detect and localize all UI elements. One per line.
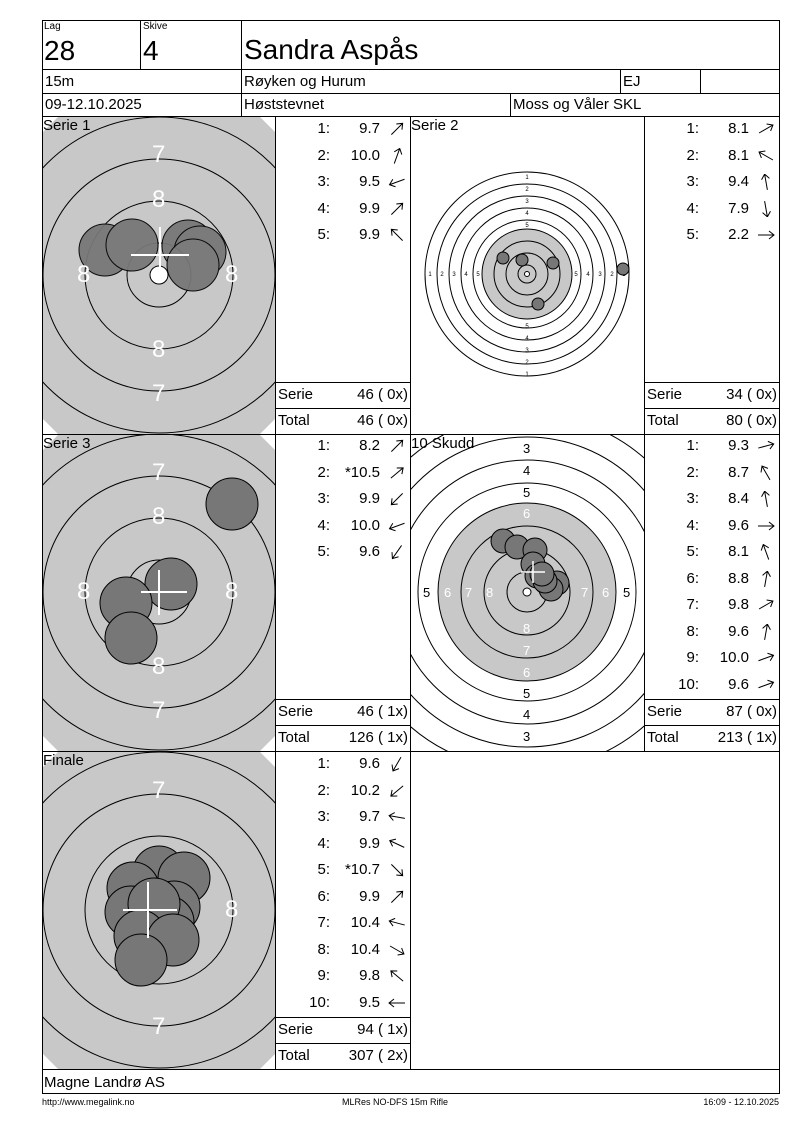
ring8-left-label: 8: [77, 261, 91, 288]
shot-number: 10:: [309, 993, 330, 1011]
direction-arrow-icon: [386, 148, 408, 164]
skive-value: 4: [143, 35, 159, 66]
shot-row: [276, 490, 410, 510]
direction-arrow-icon: [386, 201, 408, 217]
ring7-bottom-label: 7: [152, 1013, 166, 1040]
shot-value: 10.0: [350, 146, 380, 164]
shot-value: *10.7: [344, 861, 380, 878]
svg-text:5: 5: [525, 223, 529, 229]
direction-arrow-icon: [386, 862, 408, 878]
shot-number: 10:: [678, 675, 699, 693]
target-serie-2: [411, 117, 644, 434]
ring7-bottom-label: 7: [152, 697, 166, 724]
direction-arrow-icon: [755, 121, 777, 137]
svg-text:4: 4: [525, 211, 529, 217]
ring7-top-label: 7: [152, 141, 166, 168]
shot-row: [645, 649, 779, 669]
direction-arrow-icon: [755, 518, 777, 534]
shot-value: 9.3: [728, 437, 749, 454]
shot-row: [276, 808, 410, 828]
direction-arrow-icon: [386, 809, 408, 825]
ring4-bottom-label: 4: [523, 707, 531, 722]
shot-value: 9.4: [728, 173, 749, 190]
lag-value: 28: [44, 35, 76, 66]
date: 09-12.10.2025: [45, 96, 142, 113]
shot-row: [276, 200, 410, 220]
shot-list-serie-3: [276, 437, 410, 697]
svg-text:5: 5: [574, 272, 578, 278]
svg-text:3: 3: [525, 199, 529, 205]
shot-number: 8:: [317, 940, 330, 958]
shot-row: [276, 888, 410, 908]
shot-row: [645, 173, 779, 193]
shot-row: [645, 120, 779, 140]
shot-value: 9.9: [359, 887, 380, 905]
series-title: Finale: [43, 752, 84, 769]
ring7-bottom-label: 7: [523, 643, 531, 658]
shot-row: [276, 517, 410, 537]
direction-arrow-icon: [386, 174, 408, 190]
ring8-right-label: 8: [225, 896, 239, 923]
ring5-right-label: 5: [623, 585, 631, 600]
direction-arrow-icon: [386, 518, 408, 534]
direction-arrow-icon: [386, 889, 408, 905]
shot-value: 8.1: [728, 146, 749, 164]
series-title: Serie 1: [43, 117, 91, 134]
ring6-right-label: 6: [602, 585, 610, 600]
shot-row: [276, 941, 410, 961]
direction-arrow-icon: [755, 465, 777, 481]
direction-arrow-icon: [755, 438, 777, 454]
ring8-bottom-label: 8: [152, 653, 166, 680]
total-label: Total: [278, 412, 310, 429]
serie-label: Serie: [647, 386, 683, 403]
serie-label: Serie: [278, 1021, 314, 1038]
ring3-bottom-label: 3: [523, 729, 531, 744]
shot-number: 5:: [317, 226, 330, 243]
ring8-bottom-label: 8: [523, 621, 531, 636]
shot-value: 9.6: [359, 755, 380, 772]
ring5-bottom-label: 5: [523, 686, 531, 701]
shot-number: 3:: [686, 173, 699, 190]
shot-row: [276, 835, 410, 855]
shot-row: [276, 543, 410, 563]
shot-number: 4:: [686, 199, 699, 217]
shot-row: [276, 120, 410, 140]
shot-value: 9.9: [359, 490, 380, 507]
shot-row: [645, 490, 779, 510]
shot-row: [276, 994, 410, 1014]
total-value: 126 ( 1x): [348, 729, 408, 746]
shot-value: 9.5: [359, 993, 380, 1011]
ring5-top-label: 5: [523, 485, 531, 500]
shot-value: 9.6: [728, 622, 749, 640]
software-name: MLRes NO-DFS 15m Rifle: [342, 1097, 449, 1107]
shot-number: 6:: [686, 569, 699, 587]
shot-value: 9.7: [359, 120, 380, 137]
shot-number: 2:: [317, 146, 330, 164]
shot-value: 9.5: [359, 173, 380, 190]
shot-row: [645, 200, 779, 220]
shot-number: 4:: [317, 199, 330, 217]
shot-row: [645, 570, 779, 590]
svg-text:3: 3: [598, 272, 602, 278]
shot-value: 8.1: [728, 120, 749, 137]
ring7-top-label: 7: [152, 459, 166, 486]
shot-value: 9.7: [359, 808, 380, 825]
shot-value: 9.8: [728, 596, 749, 613]
shot-row: [276, 173, 410, 193]
class: EJ: [623, 73, 641, 90]
direction-arrow-icon: [386, 544, 408, 560]
ring8-bottom-label: 8: [152, 336, 166, 363]
shot-number: 3:: [317, 490, 330, 507]
direction-arrow-icon: [386, 783, 408, 799]
svg-text:4: 4: [525, 336, 529, 342]
serie-label: Serie: [278, 386, 314, 403]
shot-number: 8:: [686, 622, 699, 640]
shot-row: [645, 464, 779, 484]
shot-value: 7.9: [728, 199, 749, 217]
series-title: Serie 2: [411, 117, 459, 134]
svg-text:2: 2: [440, 272, 444, 278]
shot-row: [276, 967, 410, 987]
shot-value: 10.4: [350, 940, 380, 958]
direction-arrow-icon: [386, 968, 408, 984]
serie-label: Serie: [278, 703, 314, 720]
svg-text:2: 2: [525, 360, 529, 366]
shot-value: 9.6: [728, 516, 749, 534]
shot-row: [645, 676, 779, 696]
direction-arrow-icon: [386, 995, 408, 1011]
shot-row: [276, 226, 410, 246]
direction-arrow-icon: [755, 597, 777, 613]
ring7-right-label: 7: [581, 585, 589, 600]
shot-row: [276, 147, 410, 167]
shot-number: 6:: [317, 887, 330, 905]
direction-arrow-icon: [755, 544, 777, 560]
shot-number: 1:: [686, 120, 699, 137]
total-label: Total: [647, 412, 679, 429]
shot-row: [276, 861, 410, 881]
ring8-top-label: 8: [152, 503, 166, 530]
shot-value: 9.8: [359, 967, 380, 984]
direction-arrow-icon: [755, 201, 777, 217]
shot-row: [645, 543, 779, 563]
serie-value: 87 ( 0x): [726, 703, 777, 720]
shot-number: 1:: [686, 437, 699, 454]
series-title: 10 Skudd: [411, 435, 475, 452]
total-value: 46 ( 0x): [357, 412, 408, 429]
series-title: Serie 3: [43, 435, 91, 452]
shot-number: 1:: [317, 437, 330, 454]
shot-number: 4:: [317, 516, 330, 534]
ring7-top-label: 7: [152, 777, 166, 804]
shot-list-finale: [276, 755, 410, 1015]
direction-arrow-icon: [755, 148, 777, 164]
shot-value: *10.5: [344, 463, 380, 481]
shot-number: 2:: [317, 463, 330, 481]
serie-value: 46 ( 1x): [357, 703, 408, 720]
shot-number: 5:: [317, 543, 330, 560]
shot-number: 7:: [686, 596, 699, 613]
ring8-left-label: 8: [77, 578, 91, 605]
serie-value: 34 ( 0x): [726, 386, 777, 403]
total-value: 80 ( 0x): [726, 412, 777, 429]
svg-text:1: 1: [428, 272, 432, 278]
ring8-left-label: 8: [486, 585, 494, 600]
direction-arrow-icon: [755, 174, 777, 190]
shot-row: [645, 437, 779, 457]
shot-row: [645, 517, 779, 537]
ring8-right-label: 8: [225, 578, 239, 605]
shot-value: 8.2: [359, 437, 380, 454]
shot-number: 3:: [686, 490, 699, 507]
ring7-left-label: 7: [465, 585, 473, 600]
shot-row: [276, 755, 410, 775]
svg-text:1: 1: [525, 175, 529, 181]
shot-value: 8.7: [728, 463, 749, 481]
shot-row: [645, 596, 779, 616]
shot-number: 2:: [686, 146, 699, 164]
total-value: 307 ( 2x): [348, 1047, 408, 1064]
direction-arrow-icon: [386, 121, 408, 137]
shot-value: 9.6: [728, 675, 749, 693]
shot-value: 8.4: [728, 490, 749, 507]
svg-text:2: 2: [610, 272, 614, 278]
ring8-top-label: 8: [152, 186, 166, 213]
ring6-left-label: 6: [444, 585, 452, 600]
total-label: Total: [647, 729, 679, 746]
shot-number: 4:: [686, 516, 699, 534]
shot-number: 4:: [317, 834, 330, 852]
direction-arrow-icon: [386, 756, 408, 772]
svg-text:3: 3: [525, 348, 529, 354]
direction-arrow-icon: [755, 571, 777, 587]
organizer: Moss og Våler SKL: [513, 96, 642, 113]
shot-value: 9.9: [359, 199, 380, 217]
shot-value: 2.2: [728, 226, 749, 243]
shot-value: 9.6: [359, 543, 380, 560]
shot-number: 5:: [317, 861, 330, 878]
direction-arrow-icon: [386, 836, 408, 852]
direction-arrow-icon: [755, 227, 777, 243]
shot-row: [276, 464, 410, 484]
ring8-right-label: 8: [225, 261, 239, 288]
svg-text:4: 4: [464, 272, 468, 278]
direction-arrow-icon: [386, 915, 408, 931]
serie-label: Serie: [647, 703, 683, 720]
shot-number: 9:: [686, 649, 699, 666]
ring5-left-label: 5: [423, 585, 431, 600]
direction-arrow-icon: [755, 677, 777, 693]
shot-list-serie-2: [645, 120, 779, 380]
shot-number: 2:: [317, 781, 330, 799]
svg-text:3: 3: [452, 272, 456, 278]
lag-label: Lag: [44, 21, 61, 32]
shot-value: 9.9: [359, 226, 380, 243]
print-timestamp: 16:09 - 12.10.2025: [703, 1097, 779, 1107]
skive-label: Skive: [143, 21, 168, 32]
direction-arrow-icon: [755, 624, 777, 640]
serie-value: 94 ( 1x): [357, 1021, 408, 1038]
total-label: Total: [278, 729, 310, 746]
shot-number: 1:: [317, 120, 330, 137]
shot-number: 1:: [317, 755, 330, 772]
shot-row: [276, 437, 410, 457]
shot-row: [276, 782, 410, 802]
club: Røyken og Hurum: [244, 73, 366, 90]
direction-arrow-icon: [386, 491, 408, 507]
distance: 15m: [45, 73, 75, 90]
direction-arrow-icon: [386, 465, 408, 481]
total-value: 213 ( 1x): [717, 729, 777, 746]
svg-text:1: 1: [525, 372, 529, 378]
shot-number: 5:: [686, 543, 699, 560]
ring4-top-label: 4: [523, 463, 531, 478]
svg-text:4: 4: [586, 272, 590, 278]
event: Høststevnet: [244, 96, 325, 113]
company-name: Magne Landrø AS: [44, 1074, 165, 1091]
website-link[interactable]: http://www.megalink.no: [42, 1097, 135, 1107]
direction-arrow-icon: [755, 650, 777, 666]
shot-value: 8.8: [728, 569, 749, 587]
shot-value: 10.4: [350, 914, 380, 931]
shot-value: 10.0: [719, 649, 749, 666]
shot-row: [645, 623, 779, 643]
ring7-bottom-label: 7: [152, 380, 166, 407]
shot-number: 5:: [686, 226, 699, 243]
shot-number: 3:: [317, 808, 330, 825]
direction-arrow-icon: [386, 227, 408, 243]
shot-number: 3:: [317, 173, 330, 190]
shot-value: 10.2: [350, 781, 380, 799]
shot-value: 10.0: [350, 516, 380, 534]
direction-arrow-icon: [386, 942, 408, 958]
svg-text:5: 5: [476, 272, 480, 278]
shot-row: [645, 147, 779, 167]
shot-row: [645, 226, 779, 246]
direction-arrow-icon: [386, 438, 408, 454]
shot-list-serie-1: [276, 120, 410, 380]
shot-list-10-skudd: [645, 437, 779, 697]
ring6-top-label: 6: [523, 506, 531, 521]
serie-value: 46 ( 0x): [357, 386, 408, 403]
shot-number: 7:: [317, 914, 330, 931]
shot-value: 8.1: [728, 543, 749, 560]
shot-value: 9.9: [359, 834, 380, 852]
shot-number: 2:: [686, 463, 699, 481]
svg-text:2: 2: [525, 187, 529, 193]
shot-row: [276, 914, 410, 934]
ring6-bottom-label: 6: [523, 665, 531, 680]
shooter-name: Sandra Aspås: [244, 34, 419, 65]
shot-number: 9:: [317, 967, 330, 984]
ring3-top-label: 3: [523, 441, 531, 456]
total-label: Total: [278, 1047, 310, 1064]
direction-arrow-icon: [755, 491, 777, 507]
svg-text:5: 5: [525, 324, 529, 330]
